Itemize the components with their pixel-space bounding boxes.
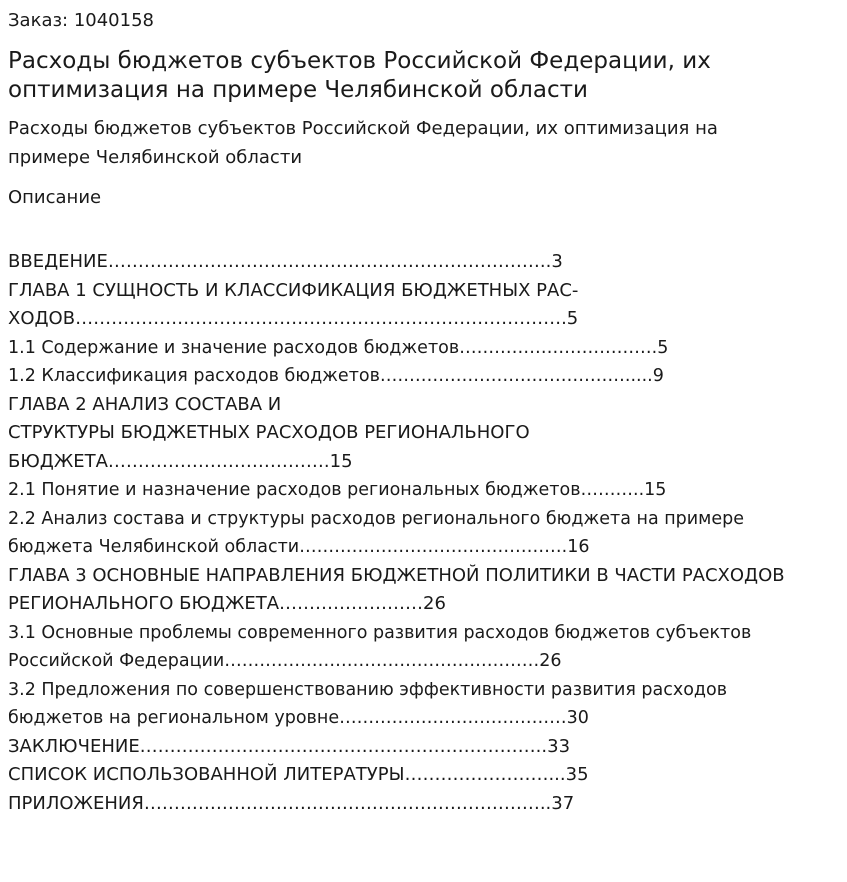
table-of-contents <box>8 248 838 818</box>
toc-line: 2.1 Понятие и назначение расходов региональных бюджетов………..15 <box>8 480 667 500</box>
page-title-line-1: Расходы бюджетов субъектов Российской Федерации, их <box>8 48 711 74</box>
toc-line: Российской Федерации………………………………………………26 <box>8 651 562 671</box>
toc-line: 2.2 Анализ состава и структуры расходов регионального бюджета на примере <box>8 508 745 529</box>
toc-line: ХОДОВ……………………………………………………………………….5 <box>8 308 579 329</box>
toc-line: БЮДЖЕТА……………………………….15 <box>8 450 353 472</box>
toc-line: ГЛАВА 1 СУЩНОСТЬ И КЛАССИФИКАЦИЯ БЮДЖЕТНЫХ РАС- <box>8 279 579 301</box>
toc-line: 3.1 Основные проблемы современного развития расходов бюджетов субъектов <box>8 622 752 643</box>
page-title-line-2: оптимизация на примере Челябинской области <box>8 77 588 103</box>
toc-line: бюджетов на региональном уровне…………………………………30 <box>8 708 589 728</box>
page-subtitle <box>8 114 808 172</box>
toc-line: ЗАКЛЮЧЕНИЕ…………………………………………………………..33 <box>8 735 571 757</box>
toc-line: 1.1 Содержание и значение расходов бюджетов…………………………….5 <box>8 337 669 358</box>
toc-line: ГЛАВА 2 АНАЛИЗ СОСТАВА И <box>8 393 282 415</box>
toc-line: 3.2 Предложения по совершенствованию эффективности развития расходов <box>8 679 728 700</box>
page-title <box>8 47 808 105</box>
toc-line: 1.2 Классификация расходов бюджетов…………………………………….....9 <box>8 366 664 386</box>
page-subtitle-line-2: примере Челябинской области <box>8 147 303 168</box>
toc-line: ПРИЛОЖЕНИЯ…………………………………………………………..37 <box>8 792 575 814</box>
toc-line: СТРУКТУРЫ БЮДЖЕТНЫХ РАСХОДОВ РЕГИОНАЛЬНОГО <box>8 422 530 443</box>
order-number: Заказ: 1040158 <box>8 10 154 31</box>
toc-line: РЕГИОНАЛЬНОГО БЮДЖЕТА……………………26 <box>8 593 446 614</box>
page-subtitle-line-1: Расходы бюджетов субъектов Российской Федерации, их оптимизация на <box>8 118 718 139</box>
toc-line: ВВЕДЕНИЕ………………………………………………………………..3 <box>8 251 563 272</box>
toc-line: СПИСОК ИСПОЛЬЗОВАННОЙ ЛИТЕРАТУРЫ……………………...35 <box>8 764 589 785</box>
toc-line: бюджета Челябинской области……………………………………….16 <box>8 537 590 557</box>
description-heading: Описание <box>8 187 102 208</box>
toc-line: ГЛАВА 3 ОСНОВНЫЕ НАПРАВЛЕНИЯ БЮДЖЕТНОЙ ПОЛИТИКИ В ЧАСТИ РАСХОДОВ <box>8 564 785 586</box>
